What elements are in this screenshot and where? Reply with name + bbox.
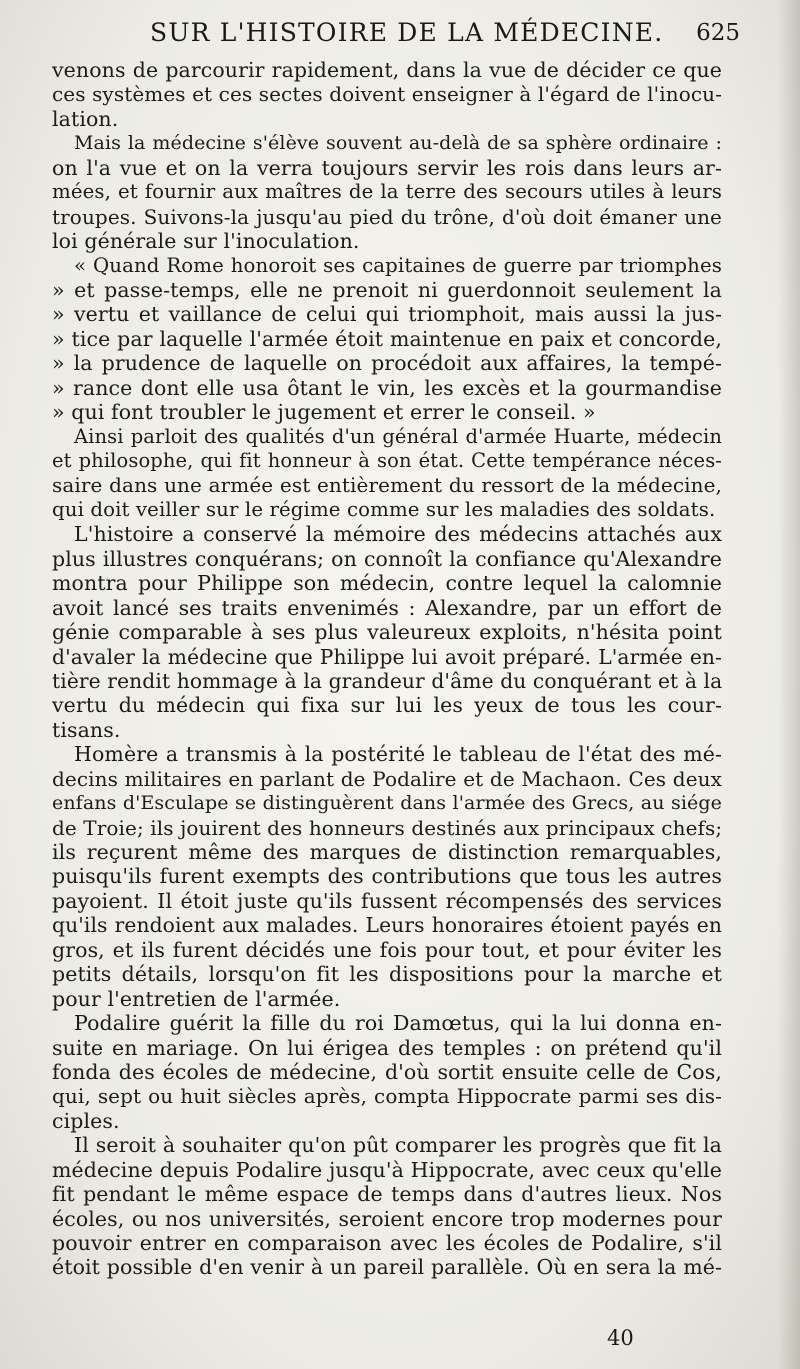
signature-mark: 40 [607, 1326, 634, 1350]
text-line: on l'a vue et on la verra toujours servir les rois dans leurs ar- [52, 155, 722, 180]
paragraph-start-line: Homère a transmis à la postérité le tableau de l'état des mé- [74, 742, 722, 767]
paragraph-start-line: Il seroit à souhaiter qu'on pût comparer les progrès que fit la [74, 1133, 722, 1158]
text-line: puisqu'ils furent exempts des contributions que tous les autres [52, 864, 722, 889]
text-line: pouvoir entrer en comparaison avec les écoles de Podalire, s'il [52, 1231, 722, 1255]
paragraph-start-line: Mais la médecine s'élève souvent au-delà de sa sphère ordinaire : [74, 132, 722, 155]
paragraph-start-line: Podalire guérit la fille du roi Damœtus, qui la lui donna en- [74, 1011, 722, 1036]
text-line: médecine depuis Podalire jusqu'à Hippocrate, avec ceux qu'elle [52, 1157, 722, 1182]
quotation-line: » tice par laquelle l'armée étoit maintenue en paix et concorde, [52, 326, 722, 351]
text-line: qu'ils rendoient aux malades. Leurs honoraires étoient payés en [52, 913, 722, 938]
page-number: 625 [696, 20, 740, 46]
text-line: tisans. [52, 717, 121, 742]
quotation-line: » vertu et vaillance de celui qui triomphoit, mais aussi la jus- [52, 302, 722, 327]
quotation-line: « Quand Rome honoroit ses capitaines de guerre par triomphes [74, 253, 722, 277]
text-line: troupes. Suivons-la jusqu'au pied du trône, d'où doit émaner une [52, 204, 722, 229]
text-line: ces systèmes et ces sectes doivent enseigner à l'égard de l'inocu- [52, 82, 722, 107]
text-line: decins militaires en parlant de Podalire et de Machaon. Ces deux [52, 766, 722, 791]
text-line: de Troie; ils jouirent des honneurs destinés aux principaux chefs; [52, 815, 723, 840]
text-line: pour l'entretien de l'armée. [52, 986, 341, 1011]
text-line: avoit lancé ses traits envenimés : Alexandre, par un effort de [52, 595, 722, 620]
body-text [52, 58, 722, 1280]
text-line: ils reçurent même des marques de distinction remarquables, [52, 840, 722, 864]
text-line: montra pour Philippe son médecin, contre lequel la calomnie [52, 571, 722, 596]
text-line: écoles, ou nos universités, seroient encore trop modernes pour [52, 1206, 722, 1231]
quotation-line: » rance dont elle usa ôtant le vin, les excès et la gourmandise [52, 375, 722, 400]
text-line: mées, et fournir aux maîtres de la terre des secours utiles à leurs [52, 180, 722, 204]
text-line: lation. [52, 106, 119, 131]
text-line: qui, sept ou huit siècles après, compta Hippocrate parmi ses dis- [52, 1084, 722, 1109]
page-edge-shadow [778, 0, 800, 1369]
text-line: étoit possible d'en venir à un pareil parallèle. Où en sera la mé- [52, 1255, 722, 1280]
text-line: enfans d'Esculape se distinguèrent dans l'armée des Grecs, au siége [52, 792, 722, 815]
running-title: SUR L'HISTOIRE DE LA MÉDECINE. [150, 18, 664, 47]
text-line: loi générale sur l'inoculation. [52, 229, 360, 254]
quotation-line: » la prudence de laquelle on procédoit aux affaires, la tempé- [52, 351, 722, 376]
quotation-line: » et passe-temps, elle ne prenoit ni guerdonnoit seulement la [52, 277, 722, 302]
paragraph-start-line: L'histoire a conservé la mémoire des médecins attachés aux [74, 522, 722, 547]
text-line: fit pendant le même espace de temps dans d'autres lieux. Nos [52, 1182, 722, 1207]
text-line: plus illustres conquérans; on connoît la confiance qu'Alexandre [52, 546, 722, 571]
text-line: génie comparable à ses plus valeureux exploits, n'hésita point [52, 620, 722, 645]
text-line: suite en mariage. On lui érigea des temples : on prétend qu'il [52, 1035, 722, 1060]
text-line: gros, et ils furent décidés une fois pour tout, et pour éviter les [52, 937, 722, 962]
text-line: venons de parcourir rapidement, dans la vue de décider ce que [52, 58, 722, 82]
text-line: ciples. [52, 1108, 120, 1133]
text-line: tière rendit hommage à la grandeur d'âme du conquérant et à la [52, 668, 723, 693]
page-header [150, 18, 740, 54]
text-line: payoient. Il étoit juste qu'ils fussent récompensés des services [52, 888, 722, 913]
paragraph-start-line: Ainsi parloit des qualités d'un général d'armée Huarte, médecin [74, 424, 722, 448]
text-line: vertu du médecin qui fixa sur lui les yeux de tous les cour- [52, 693, 722, 718]
text-line: petits détails, lorsqu'on fit les dispositions pour la marche et [52, 962, 722, 987]
text-line: et philosophe, qui fit honneur à son état. Cette tempérance néces- [52, 449, 722, 472]
text-line: qui doit veiller sur le régime comme sur les maladies des soldats. [52, 497, 716, 521]
quotation-line: » qui font troubler le jugement et errer le conseil. » [52, 400, 596, 425]
text-line: d'avaler la médecine que Philippe lui avoit préparé. L'armée en- [52, 644, 722, 669]
text-line: saire dans une armée est entièrement du ressort de la médecine, [52, 473, 722, 498]
text-line: fonda des écoles de médecine, d'où sortit ensuite celle de Cos, [52, 1059, 722, 1084]
